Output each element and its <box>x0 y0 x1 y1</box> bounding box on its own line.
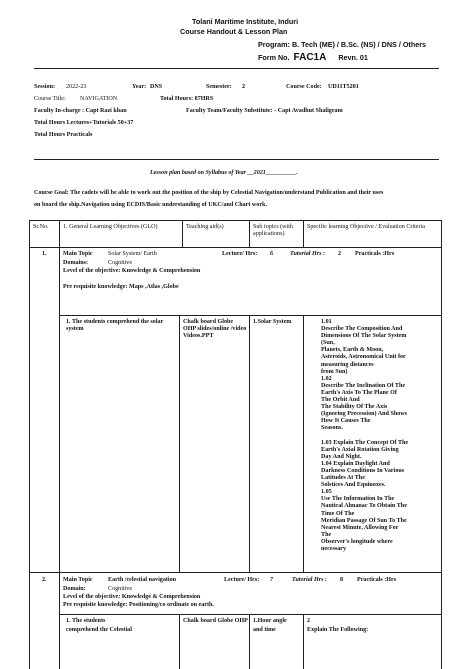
header-srno: Sr.No. <box>33 224 49 230</box>
row1-lecture-hrs: 6 <box>270 251 274 257</box>
row1-detail-top <box>59 315 441 316</box>
total-hours: Total Hours: 87HRS <box>160 96 214 102</box>
row1-tutorial-hrs: 2 <box>338 251 342 257</box>
header-glo: 1. General Learning Objectives (GLO) <box>63 224 158 230</box>
row2-tutorial-hrs: 8 <box>340 577 344 583</box>
slo-line: Time Of The <box>321 510 355 517</box>
table-col-divider <box>303 315 304 572</box>
row2-glo-item: 1. The students <box>66 618 106 624</box>
semester-label: Semester: <box>206 84 232 90</box>
slo-line: Seasons. <box>321 425 343 432</box>
table-col-divider <box>179 614 180 669</box>
row1-glo-item: 1. The students comprehend the solar system <box>66 319 164 333</box>
row1-teaching-aids: Chalk board Globe OHP slides/online /video Videos.PPT <box>183 319 247 340</box>
course-code-label: Course Code: <box>286 84 322 90</box>
slo-line: Observer's longitude where <box>321 538 393 545</box>
slo-line: 1.04 Explain Daylight And <box>321 460 390 467</box>
slo-line: Latitudes At The <box>321 475 365 482</box>
row1-main-topic: Solar System/ Earth <box>108 251 157 257</box>
row1-main-topic-label: Main Topic <box>63 251 93 257</box>
slo-line: Earth's Axial Rotation Giving <box>321 446 399 453</box>
course-goal-line-2: on board the ship.Navigation using ECDIS/Basic understanding of UKC/and Chart work. <box>34 202 267 208</box>
slo-line: (Sun, <box>321 340 335 347</box>
table-col-divider <box>249 614 250 669</box>
row2-tutorial-label: Tutorial Hrs : <box>292 577 327 583</box>
row2-subtopic-cont: and time <box>253 627 276 633</box>
slo-line: The Stability Of The Axis <box>321 404 388 411</box>
row2-subtopic: 1.Hour angle <box>253 618 287 624</box>
table-border-right <box>441 220 442 669</box>
revision-number: Revn. 01 <box>338 53 368 62</box>
row2-domain-value: Cognitive <box>108 586 133 592</box>
faculty-incharge: Faculty In-charge : Capt Razi khan <box>34 108 127 114</box>
slo-line: necessary <box>321 546 347 552</box>
row2-lecture-label: Lecture/ Hrs: <box>224 577 260 583</box>
header-divider <box>34 68 439 69</box>
header-subtopics: Sub topics (with applications) <box>253 224 293 238</box>
course-code-value: UD11T5201 <box>328 84 359 90</box>
program-line: Program: B. Tech (ME) / B.Sc. (NS) / DNS / Others <box>258 40 426 49</box>
slo-line: Nearest Minute, Allowing For <box>321 524 399 531</box>
row2-level: Level of the objective: Knowledge & Comprehension <box>63 594 201 600</box>
slo-line: 1.01 <box>321 319 332 325</box>
row2-slo-number: 2 <box>307 618 311 624</box>
slo-line: 1.02 <box>321 375 332 382</box>
row2-prereq: Pre requisite knowledge: Positioning/co ordinate on earth. <box>63 602 214 608</box>
total-lectures: Total Hours Lectures+Tutorials 50+37 <box>34 120 134 126</box>
document-title: Course Handout & Lesson Plan <box>180 27 288 36</box>
slo-line: Planets, Earth & Moon, <box>321 347 384 354</box>
year-value: DNS <box>150 84 163 90</box>
session-label: Session: <box>34 84 55 90</box>
row2-detail-top <box>59 614 441 615</box>
table-col-divider <box>303 220 304 248</box>
slo-line: Dimensions Of The Solar System <box>321 333 407 340</box>
slo-line: The Orbit And <box>321 397 360 404</box>
table-border-top <box>29 220 442 221</box>
row1-level: Level of the objective: Knowledge & Comprehension <box>63 268 201 274</box>
form-label: Form No. <box>258 53 290 62</box>
row1-domain-value: Cognitive <box>108 260 133 266</box>
slo-line: Meridian Passage Of Sun To The <box>321 517 407 524</box>
slo-line: Asteroids, Astronomical Unit for <box>321 354 406 361</box>
table-col-divider <box>249 220 250 248</box>
row1-tutorial-label: Tutorial Hrs : <box>290 251 325 257</box>
section-divider <box>34 159 439 160</box>
row2-practicals: Practicals :Hrs <box>357 577 397 583</box>
course-goal-line-1: Course Goal: The cadets will be able to work out the position of the ship by Celestial Navigation/understand Publication and their uses <box>34 190 384 196</box>
row2-srno: 2. <box>42 577 47 583</box>
slo-line: Nautical Almanac To Obtain The <box>321 503 407 510</box>
form-number: FAC1A <box>293 52 327 63</box>
row2-lecture-hrs: 7 <box>270 577 274 583</box>
lesson-plan-heading: Lesson plan based on Syllabus of Year __2021__________. <box>150 170 298 176</box>
table-col-divider <box>179 315 180 572</box>
slo-line: Describe The Inclination Of The <box>321 382 406 389</box>
slo-line: 1.05 <box>321 489 332 496</box>
slo-line: How It Causes The <box>321 418 371 425</box>
slo-line: Darkness Conditions In Various <box>321 467 405 474</box>
slo-line <box>321 433 439 440</box>
slo-line: Earth's Axis To The Plane Of <box>321 389 397 396</box>
table-border-left <box>29 220 30 669</box>
table-header-bottom <box>29 247 442 248</box>
header-slo: Specific learning Objective / Evaluation Criteria <box>307 224 425 230</box>
faculty-team: Faculty Team/Faculty Substitute: - Capt Avadhut Shaligram <box>186 108 343 114</box>
row2-main-topic-label: Main Topic <box>63 577 93 583</box>
total-practicals: Total Hours Practicals <box>34 132 93 138</box>
slo-line: The <box>321 531 332 538</box>
form-number-line <box>258 52 368 63</box>
institute-name: Tolani Maritime Institute, Induri <box>192 17 299 26</box>
row1-subtopic: 1.Solar System <box>253 319 292 325</box>
row1-prereq: Pre requisite knowledge: Maps ,Atlas ,Globe <box>63 284 179 290</box>
header-teaching-aids: Teaching aid(s) <box>186 224 224 230</box>
session-value: 2022-23 <box>66 84 87 90</box>
table-col-divider <box>303 614 304 669</box>
row2-domain-label: Domain: <box>63 586 86 592</box>
slo-line: measuring distances <box>321 361 374 368</box>
row1-practicals: Practicals :Hrs <box>355 251 395 257</box>
table-col-divider <box>59 220 60 669</box>
year-label: Year: <box>132 84 147 90</box>
slo-line: (Ignoring Precession) And Shows <box>321 411 408 418</box>
row1-slo-list <box>321 319 439 553</box>
slo-line: Describe The Composition And <box>321 326 403 333</box>
slo-line: Solstices And Equinoxes. <box>321 482 386 489</box>
slo-line: Day And Night. <box>321 453 362 460</box>
slo-line: from Sun) <box>321 368 348 375</box>
semester-value: 2 <box>242 84 246 90</box>
row1-domain-label: Domains: <box>63 260 89 266</box>
course-title-value: NAVIGATION <box>80 96 118 102</box>
row1-lecture-label: Lecture/ Hrs: <box>222 251 258 257</box>
table-col-divider <box>249 315 250 572</box>
course-title-label: Course Title: <box>34 96 66 102</box>
row2-slo-text: Explain The Following: <box>307 627 369 633</box>
slo-line: 1.03 Explain The Concept Of The <box>321 439 409 446</box>
table-row1-bottom <box>29 572 442 573</box>
row2-glo-item-cont: comprehend the Celestial <box>66 627 132 633</box>
row1-srno: 1. <box>42 251 47 257</box>
row2-main-topic: Earth /celestial navigation <box>108 577 177 583</box>
row2-teaching-aids: Chalk board Globe OHP <box>183 618 248 624</box>
slo-line: Use The Information In The <box>321 496 395 503</box>
table-col-divider <box>182 220 183 248</box>
